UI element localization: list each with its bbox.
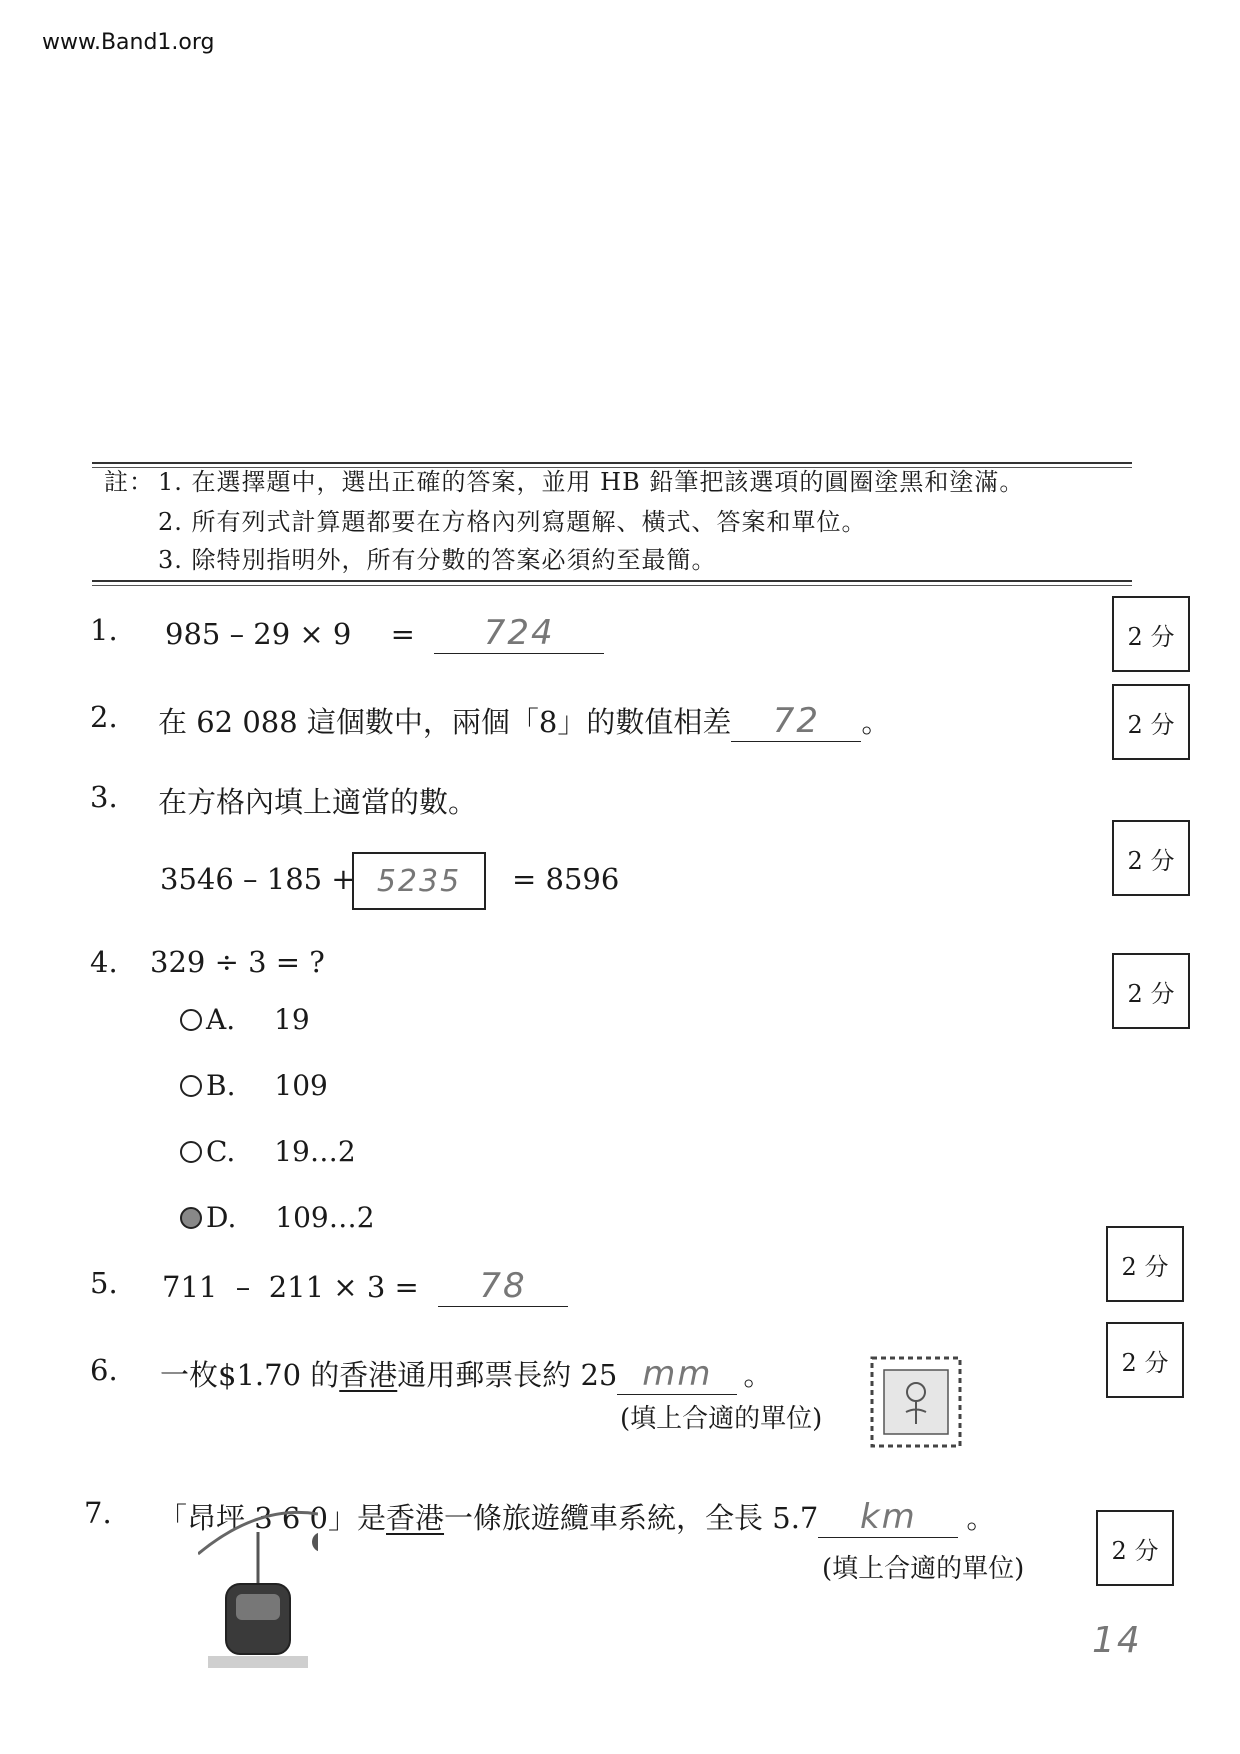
q1-equals: = xyxy=(390,617,415,651)
q7-post: 一條旅遊纜車系統，全長 5.7 xyxy=(444,1501,819,1535)
q2-question xyxy=(158,700,890,742)
stamp-icon xyxy=(866,1352,966,1452)
q7-answer: km xyxy=(859,1497,917,1537)
q5-number: 5. xyxy=(90,1266,118,1300)
q4-option-d-value: 109…2 xyxy=(275,1201,375,1234)
q2-end: 。 xyxy=(861,705,891,739)
q7-end: 。 xyxy=(966,1501,996,1535)
q2-number: 2. xyxy=(90,700,118,734)
q7-number: 7. xyxy=(84,1496,112,1530)
q4-score-box: 2 分 xyxy=(1112,953,1190,1029)
q7-pre: 「昂坪 3 6 0」是 xyxy=(158,1501,387,1535)
q4-option-c-bubble[interactable] xyxy=(180,1141,202,1163)
q4-text: 329 ÷ 3 = ? xyxy=(150,945,325,979)
q6-pre: 一枚$1.70 的 xyxy=(160,1358,340,1392)
q4-option-b-value: 109 xyxy=(274,1069,328,1102)
total-mark: 14 xyxy=(1092,1620,1142,1661)
q4-option-a-bubble[interactable] xyxy=(180,1009,202,1031)
q3-text: 在方格內填上適當的數。 xyxy=(158,785,478,819)
q3-answer: 5235 xyxy=(376,864,462,899)
q7-hint: (填上合適的單位) xyxy=(822,1554,1025,1584)
q1-answer: 724 xyxy=(483,613,555,653)
q4-option-b-bubble[interactable] xyxy=(180,1075,202,1097)
q5-question xyxy=(162,1266,568,1307)
q7-score-box: 2 分 xyxy=(1096,1510,1174,1586)
cable-car-icon xyxy=(198,1494,318,1674)
q6-end: 。 xyxy=(743,1358,773,1392)
q4-option-b[interactable] xyxy=(180,1069,328,1102)
q6-hint: (填上合適的單位) xyxy=(620,1404,823,1434)
q3-answer-box[interactable] xyxy=(352,852,486,910)
q6-place: 香港 xyxy=(339,1358,398,1392)
q7-answer-blank[interactable] xyxy=(818,1497,958,1538)
notes-label: 註： xyxy=(104,468,154,496)
q4-option-c-label: C. xyxy=(206,1135,236,1168)
site-watermark: www.Band1.org xyxy=(42,30,215,55)
q3-score-box: 2 分 xyxy=(1112,820,1190,896)
q7-place: 香港 xyxy=(386,1501,445,1535)
q4-option-a-value: 19 xyxy=(274,1003,310,1036)
q3-right-expr: = 8596 xyxy=(512,862,620,896)
q5-answer: 78 xyxy=(479,1266,527,1306)
q5-answer-blank[interactable] xyxy=(438,1266,568,1307)
q5-score-box: 2 分 xyxy=(1106,1226,1184,1302)
q6-score-box: 2 分 xyxy=(1106,1322,1184,1398)
q4-number: 4. xyxy=(90,945,118,979)
q1-score-box: 2 分 xyxy=(1112,596,1190,672)
q3-number: 3. xyxy=(90,780,118,814)
note-2: 2. 所有列式計算題都要在方格內列寫題解、橫式、答案和單位。 xyxy=(158,508,867,536)
q1-answer-blank[interactable] xyxy=(434,613,604,654)
q6-post: 通用郵票長約 25 xyxy=(397,1358,618,1392)
q4-option-d-bubble[interactable] xyxy=(180,1207,202,1229)
q2-text: 在 62 088 這個數中，兩個「8」的數值相差 xyxy=(158,705,732,739)
q3-left-expr: 3546 – 185 + xyxy=(160,862,356,896)
note-3: 3. 除特別指明外，所有分數的答案必須約至最簡。 xyxy=(158,546,717,574)
note-1: 1. 在選擇題中，選出正確的答案，並用 HB 鉛筆把該選項的圓圈塗黑和塗滿。 xyxy=(158,468,1025,496)
q2-answer-blank[interactable] xyxy=(731,701,861,742)
q1-expression: 985 – 29 × 9 xyxy=(165,617,352,651)
bottom-rule xyxy=(92,580,1132,582)
q5-expression: 711 – 211 × 3 = xyxy=(162,1270,419,1304)
q1-question xyxy=(165,613,604,654)
q4-option-b-label: B. xyxy=(206,1069,236,1102)
q6-number: 6. xyxy=(90,1353,118,1387)
bottom-rule-inner xyxy=(92,585,1132,586)
q6-answer-blank[interactable] xyxy=(617,1354,737,1395)
q1-number: 1. xyxy=(90,613,118,647)
q6-answer: mm xyxy=(642,1354,713,1394)
q4-option-a-label: A. xyxy=(206,1003,236,1036)
q6-question xyxy=(160,1353,772,1395)
q2-score-box: 2 分 xyxy=(1112,684,1190,760)
q4-option-d[interactable] xyxy=(180,1201,375,1234)
q4-option-c[interactable] xyxy=(180,1135,356,1168)
q2-answer: 72 xyxy=(772,701,820,741)
q4-option-d-label: D. xyxy=(206,1201,237,1234)
q4-option-a[interactable] xyxy=(180,1003,310,1036)
q4-option-c-value: 19…2 xyxy=(274,1135,356,1168)
